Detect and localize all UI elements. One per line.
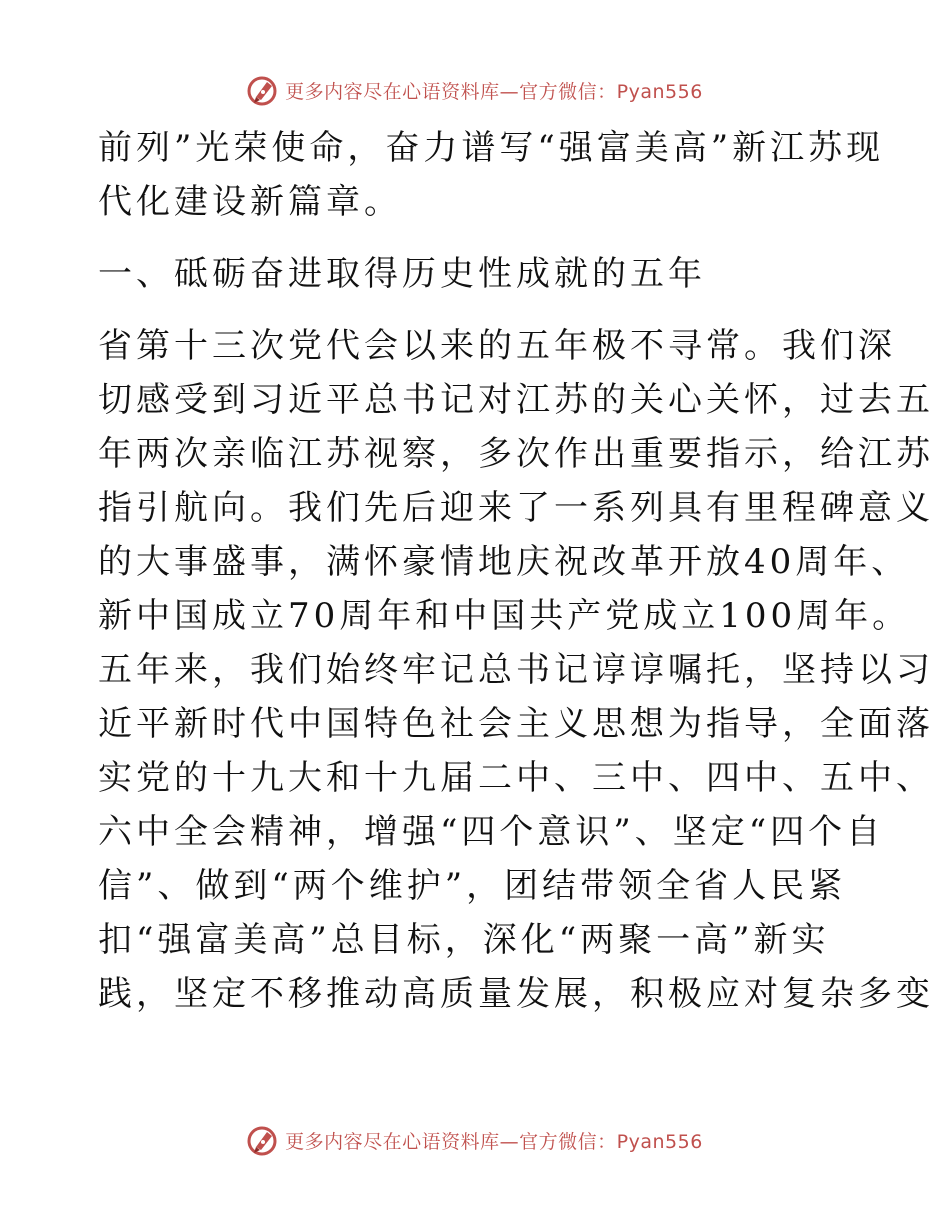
text-line: 指引航向。我们先后迎来了一系列具有里程碑意义 [98,488,934,528]
watermark-text: 更多内容尽在心语资料库—官方微信：Pyan556 [285,80,703,103]
text-line: 代化建设新篇章。 [98,182,402,222]
text-line: 切感受到习近平总书记对江苏的关心关怀，过去五 [98,380,934,420]
text-line: 信”、做到“两个维护”，团结带领全省人民紧 [98,866,847,906]
text-line: 的大事盛事，满怀豪情地庆祝改革开放40周年、 [98,542,910,582]
text-line: 六中全会精神，增强“四个意识”、坚定“四个自 [98,812,885,852]
text-line: 近平新时代中国特色社会主义思想为指导，全面落 [98,704,934,744]
section-heading: 一、砥砺奋进取得历史性成就的五年 [98,254,706,294]
text-line: 践，坚定不移推动高质量发展，积极应对复杂多变 [98,974,934,1014]
text-line: 前列”光荣使命，奋力谱写“强富美高”新江苏现 [98,128,885,168]
text-line: 实党的十九大和十九届二中、三中、四中、五中、 [98,758,934,798]
text-line: 新中国成立70周年和中国共产党成立100周年。 [98,596,911,636]
pen-nib-logo-icon [247,73,281,107]
text-line: 年两次亲临江苏视察，多次作出重要指示，给江苏 [98,434,934,474]
header-watermark [0,70,950,110]
text-line: 五年来，我们始终牢记总书记谆谆嘱托，坚持以习 [98,650,934,690]
pen-nib-logo-icon [247,1123,281,1157]
text-line: 省第十三次党代会以来的五年极不寻常。我们深 [98,326,896,366]
document-body [98,121,934,1021]
watermark-text: 更多内容尽在心语资料库—官方微信：Pyan556 [285,1130,703,1153]
footer-watermark [0,1120,950,1160]
text-line: 扣“强富美高”总目标，深化“两聚一高”新实 [98,920,830,960]
